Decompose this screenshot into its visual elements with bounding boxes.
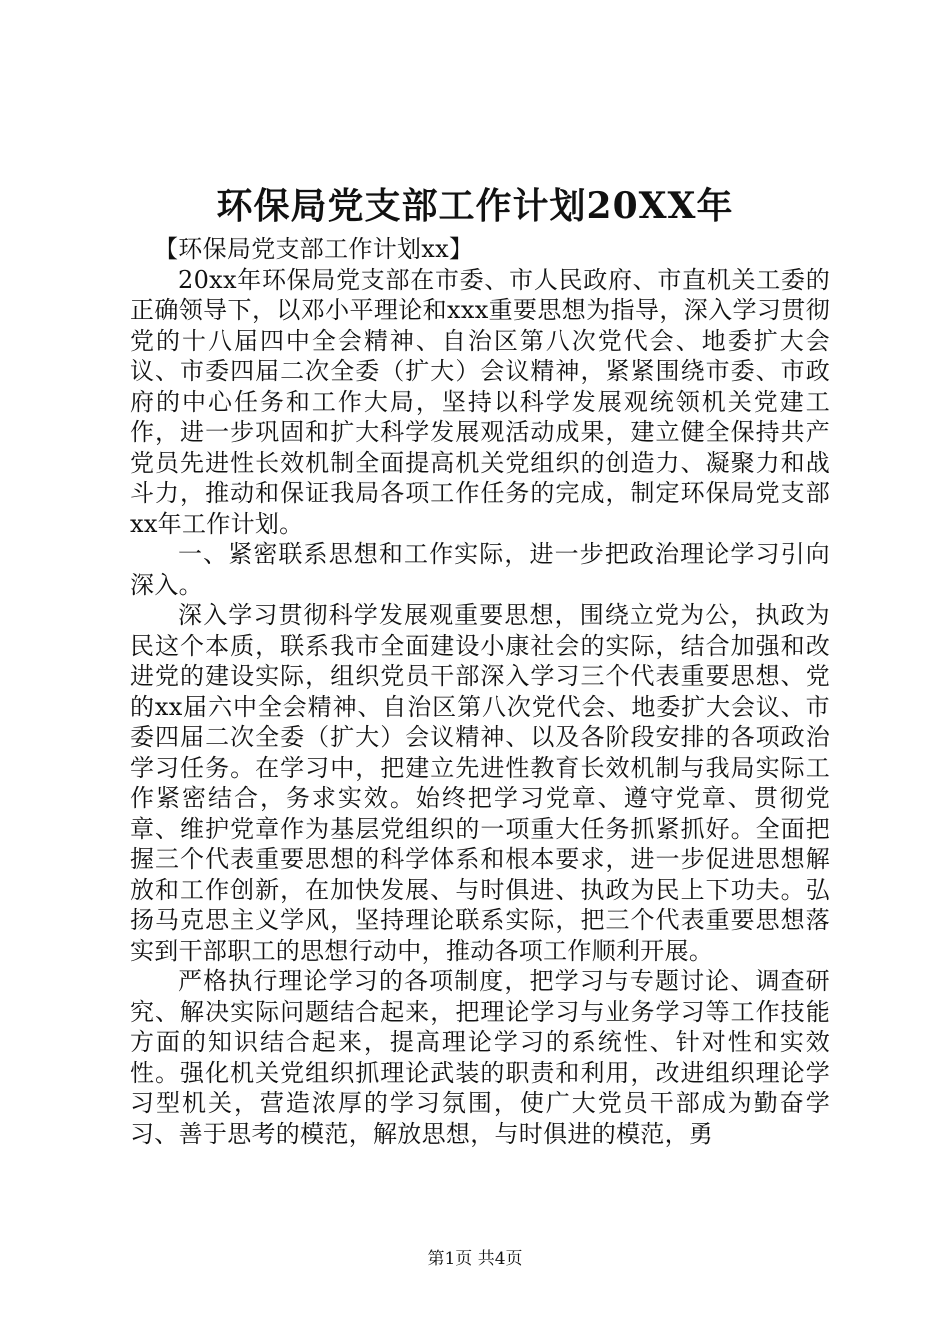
document-subtitle: 【环保局党支部工作计划xx】 xyxy=(154,235,474,263)
page-number: 第1页 共4页 xyxy=(427,1249,523,1269)
paragraph-1: 20xx年环保局党支部在市委、市人民政府、市直机关工委的正确领导下，以邓小平理论和xxx重要思想为指导，深入学习贯彻党的十八届四中全会精神、自治区第八次党代会、地委扩大会议、市委四届二次全委（扩大）会议精神，紧紧围绕市委、市政府的中心任务和工作大局，坚持以科学发展观统领机关党建工作，进一步巩固和扩大科学发展观活动成果，建立健全保持共产党员先进性长效机制全面提高机关党组织的创造力、凝聚力和战斗力，推动和保证我局各项工作任务的完成，制定环保局党支部xx年工作计划。 xyxy=(130,265,830,538)
document-body xyxy=(130,234,830,1149)
paragraph-3: 严格执行理论学习的各项制度，把学习与专题讨论、调查研究、解决实际问题结合起来，把理论学习与业务学习等工作技能方面的知识结合起来，提高理论学习的系统性、针对性和实效性。强化机关党组织抓理论武装的职责和利用，改进组织理论学习型机关，营造浓厚的学习氛围，使广大党员干部成为勤奋学习、善于思考的模范，解放思想，与时俱进的模范，勇 xyxy=(130,967,830,1148)
paragraph-2: 深入学习贯彻科学发展观重要思想，围绕立党为公，执政为民这个本质，联系我市全面建设小康社会的实际，结合加强和改进党的建设实际，组织党员干部深入学习三个代表重要思想、党的xx届六中全会精神、自治区第八次党代会、地委扩大会议、市委四届二次全委（扩大）会议精神、以及各阶段安排的各项政治学习任务。在学习中，把建立先进性教育长效机制与我局实际工作紧密结合，务求实效。始终把学习党章、遵守党章、贯彻党章、维护党章作为基层党组织的一项重大任务抓紧抓好。全面把握三个代表重要思想的科学体系和根本要求，进一步促进思想解放和工作创新，在加快发展、与时俱进、执政为民上下功夫。弘扬马克思主义学风，坚持理论联系实际，把三个代表重要思想落实到干部职工的思想行动中，推动各项工作顺利开展。 xyxy=(130,601,830,965)
document-title: 环保局党支部工作计划20XX年 xyxy=(216,185,734,227)
section-heading-1: 一、紧密联系思想和工作实际，进一步把政治理论学习引向深入。 xyxy=(130,540,830,599)
